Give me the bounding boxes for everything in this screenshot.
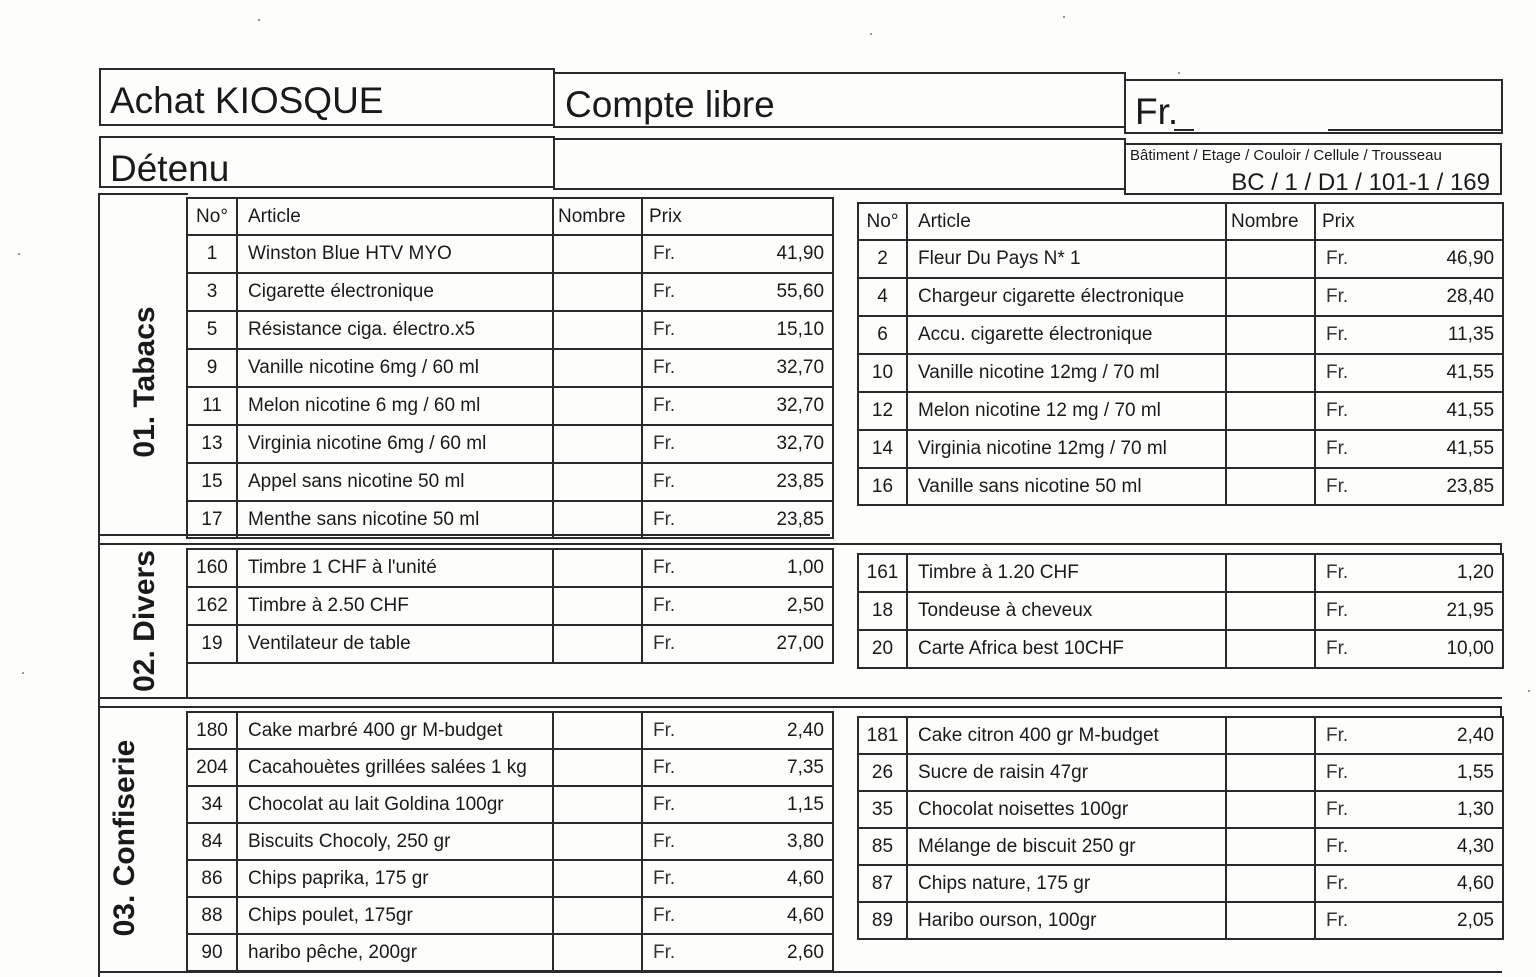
table-header-row [187,198,833,235]
item-price: 41,55 [1355,392,1503,430]
item-no: 20 [858,630,907,668]
item-no: 84 [187,823,237,860]
item-article: Chargeur cigarette électronique [907,278,1226,316]
amount-underline-1 [1174,129,1194,131]
quantity-field[interactable] [1226,278,1315,316]
quantity-field[interactable] [1226,430,1315,468]
quantity-field[interactable] [1226,554,1315,592]
item-article: Chocolat au lait Goldina 100gr [237,786,553,823]
quantity-field[interactable] [553,235,642,273]
quantity-field[interactable] [553,273,642,311]
currency-label: Fr. [642,501,682,538]
detainee-name-field[interactable] [553,138,1126,190]
item-article: Virginia nicotine 6mg / 60 ml [237,425,553,463]
currency-label: Fr. [1315,865,1355,902]
quantity-field[interactable] [553,587,642,625]
table-row [858,554,1503,592]
col-prix-header: Prix [1315,203,1503,240]
scan-speck [1063,16,1065,18]
scan-speck [1178,72,1180,74]
scan-speck [258,19,260,21]
table-row [858,592,1503,630]
item-price: 1,55 [1355,754,1503,791]
item-article: Menthe sans nicotine 50 ml [237,501,553,538]
amount-label: Fr. [1135,91,1179,132]
item-article: Winston Blue HTV MYO [237,235,553,273]
item-price: 46,90 [1355,240,1503,278]
item-price: 2,50 [682,587,833,625]
currency-label: Fr. [1315,630,1355,668]
currency-label: Fr. [642,749,682,786]
item-price: 4,60 [682,897,833,934]
item-article: Virginia nicotine 12mg / 70 ml [907,430,1226,468]
item-no: 14 [858,430,907,468]
left-border [98,193,100,977]
item-article: Sucre de raisin 47gr [907,754,1226,791]
item-price: 1,15 [682,786,833,823]
currency-label: Fr. [642,897,682,934]
item-price: 7,35 [682,749,833,786]
table-header-row [858,203,1503,240]
item-article: Mélange de biscuit 250 gr [907,828,1226,865]
table-row [187,823,833,860]
item-price: 10,00 [1355,630,1503,668]
currency-label: Fr. [1315,554,1355,592]
item-price: 41,55 [1355,354,1503,392]
currency-label: Fr. [642,425,682,463]
item-price: 2,05 [1355,902,1503,939]
currency-label: Fr. [642,235,682,273]
item-no: 204 [187,749,237,786]
item-price: 32,70 [682,349,833,387]
item-price: 2,40 [682,712,833,749]
scan-speck [870,33,872,35]
currency-label: Fr. [642,463,682,501]
item-no: 10 [858,354,907,392]
quantity-field[interactable] [553,387,642,425]
item-price: 4,30 [1355,828,1503,865]
col-nombre-header: Nombre [553,198,642,235]
scan-speck [18,253,20,255]
col-no-header: No° [187,198,237,235]
quantity-field[interactable] [1226,592,1315,630]
table-row [187,786,833,823]
item-article: Résistance ciga. électro.x5 [237,311,553,349]
item-price: 11,35 [1355,316,1503,354]
currency-label: Fr. [642,786,682,823]
item-no: 162 [187,587,237,625]
item-price: 23,85 [682,463,833,501]
table-row [187,235,833,273]
item-article: Chips nature, 175 gr [907,865,1226,902]
item-no: 87 [858,865,907,902]
table-row [858,468,1503,505]
account-type: Compte libre [565,84,775,125]
item-no: 13 [187,425,237,463]
item-no: 86 [187,860,237,897]
item-article: Melon nicotine 12 mg / 70 ml [907,392,1226,430]
col-no-header: No° [858,203,907,240]
currency-label: Fr. [642,860,682,897]
item-no: 16 [858,468,907,505]
quantity-field[interactable] [553,897,642,934]
item-no: 181 [858,717,907,754]
header-amount-cell[interactable] [1124,79,1503,134]
item-price: 3,80 [682,823,833,860]
item-article: Chips poulet, 175gr [237,897,553,934]
currency-label: Fr. [642,349,682,387]
currency-label: Fr. [1315,791,1355,828]
item-article: Cake citron 400 gr M-budget [907,717,1226,754]
section-label-tabacs: 01. Tabacs [128,306,161,458]
table-row [187,425,833,463]
item-no: 6 [858,316,907,354]
table-row [858,278,1503,316]
confiserie-left-table [186,711,834,972]
quantity-field[interactable] [553,786,642,823]
currency-label: Fr. [642,823,682,860]
item-price: 23,85 [682,501,833,538]
item-no: 11 [187,387,237,425]
table-row [187,860,833,897]
table-row [858,902,1503,939]
table-row [187,549,833,587]
item-no: 17 [187,501,237,538]
item-article: Cacahouètes grillées salées 1 kg [237,749,553,786]
section-label-divers: 02. Divers [128,550,161,692]
item-price: 55,60 [682,273,833,311]
item-no: 2 [858,240,907,278]
table-row [858,717,1503,754]
quantity-field[interactable] [553,625,642,663]
quantity-field[interactable] [553,463,642,501]
quantity-field[interactable] [553,425,642,463]
item-no: 89 [858,902,907,939]
item-no: 12 [858,392,907,430]
currency-label: Fr. [1315,902,1355,939]
item-no: 18 [858,592,907,630]
item-article: Chocolat noisettes 100gr [907,791,1226,828]
table-row [187,934,833,971]
sec3-top-line [98,706,1502,708]
quantity-field[interactable] [1226,316,1315,354]
tabacs-left-table [186,197,834,539]
currency-label: Fr. [1315,316,1355,354]
quantity-field[interactable] [1226,865,1315,902]
quantity-field[interactable] [1226,902,1315,939]
table-row [187,749,833,786]
detainee-label-cell [99,136,555,188]
item-article: Vanille nicotine 12mg / 70 ml [907,354,1226,392]
quantity-field[interactable] [1226,630,1315,668]
currency-label: Fr. [1315,392,1355,430]
col-article-header: Article [907,203,1226,240]
table-row [187,897,833,934]
item-price: 1,30 [1355,791,1503,828]
table-row [858,791,1503,828]
tabacs-right-table [857,202,1504,506]
sec2-top-line [98,543,1502,545]
currency-label: Fr. [642,273,682,311]
table-row [858,865,1503,902]
item-article: Appel sans nicotine 50 ml [237,463,553,501]
location-label: Bâtiment / Etage / Couloir / Cellule / Trousseau [1130,147,1442,164]
header-title-cell [99,68,555,126]
quantity-field[interactable] [1226,468,1315,505]
sec1-top-line [98,193,188,195]
item-no: 5 [187,311,237,349]
header-account-cell [553,72,1126,128]
amount-underline-2 [1328,129,1503,131]
location-value: BC / 1 / D1 / 101-1 / 169 [1231,169,1490,196]
currency-label: Fr. [642,625,682,663]
quantity-field[interactable] [1226,392,1315,430]
table-row [858,316,1503,354]
currency-label: Fr. [1315,278,1355,316]
quantity-field[interactable] [553,549,642,587]
currency-label: Fr. [1315,430,1355,468]
divers-right-table [857,553,1504,669]
item-no: 161 [858,554,907,592]
item-price: 21,95 [1355,592,1503,630]
table-row [858,630,1503,668]
scan-speck [1528,690,1530,692]
item-price: 32,70 [682,387,833,425]
item-article: Timbre 1 CHF à l'unité [237,549,553,587]
quantity-field[interactable] [1226,717,1315,754]
currency-label: Fr. [642,587,682,625]
item-price: 28,40 [1355,278,1503,316]
item-no: 34 [187,786,237,823]
quantity-field[interactable] [553,349,642,387]
item-article: Ventilateur de table [237,625,553,663]
location-cell [1124,143,1502,195]
currency-label: Fr. [642,934,682,971]
item-price: 1,20 [1355,554,1503,592]
quantity-field[interactable] [553,860,642,897]
quantity-field[interactable] [1226,828,1315,865]
item-price: 4,60 [682,860,833,897]
item-price: 41,90 [682,235,833,273]
item-price: 15,10 [682,311,833,349]
quantity-field[interactable] [553,749,642,786]
item-price: 23,85 [1355,468,1503,505]
quantity-field[interactable] [553,311,642,349]
item-article: Melon nicotine 6 mg / 60 ml [237,387,553,425]
currency-label: Fr. [642,311,682,349]
item-no: 85 [858,828,907,865]
item-article: Biscuits Chocoly, 250 gr [237,823,553,860]
col-article-header: Article [237,198,553,235]
sec2-label-divider [186,662,188,697]
item-no: 160 [187,549,237,587]
item-no: 88 [187,897,237,934]
item-article: Chips paprika, 175 gr [237,860,553,897]
confiserie-right-table [857,716,1504,940]
item-article: Tondeuse à cheveux [907,592,1226,630]
item-no: 9 [187,349,237,387]
table-row [187,501,833,538]
table-row [187,311,833,349]
table-row [187,273,833,311]
sec2-bottom-line [98,697,1502,699]
table-row [858,354,1503,392]
item-article: haribo pêche, 200gr [237,934,553,971]
divers-left-table [186,548,834,664]
item-article: Fleur Du Pays N* 1 [907,240,1226,278]
quantity-field[interactable] [1226,791,1315,828]
table-row [858,754,1503,791]
item-no: 15 [187,463,237,501]
item-article: Cake marbré 400 gr M-budget [237,712,553,749]
item-price: 27,00 [682,625,833,663]
item-price: 1,00 [682,549,833,587]
item-no: 1 [187,235,237,273]
item-no: 19 [187,625,237,663]
item-article: Vanille sans nicotine 50 ml [907,468,1226,505]
currency-label: Fr. [1315,592,1355,630]
scan-speck [22,672,24,674]
currency-label: Fr. [1315,754,1355,791]
item-no: 180 [187,712,237,749]
currency-label: Fr. [1315,468,1355,505]
page-title: Achat KIOSQUE [110,80,384,121]
item-no: 35 [858,791,907,828]
table-row [858,240,1503,278]
item-no: 26 [858,754,907,791]
item-article: Cigarette électronique [237,273,553,311]
item-price: 2,60 [682,934,833,971]
currency-label: Fr. [1315,828,1355,865]
quantity-field[interactable] [1226,240,1315,278]
col-prix-header: Prix [642,198,833,235]
detainee-label: Détenu [110,148,230,189]
item-price: 32,70 [682,425,833,463]
table-row [858,828,1503,865]
table-row [858,392,1503,430]
quantity-field[interactable] [553,934,642,971]
currency-label: Fr. [642,387,682,425]
section-label-confiserie: 03. Confiserie [108,739,141,937]
item-no: 4 [858,278,907,316]
currency-label: Fr. [1315,717,1355,754]
sec2-right-line [1500,543,1502,553]
item-no: 90 [187,934,237,971]
table-row [187,387,833,425]
col-nombre-header: Nombre [1226,203,1315,240]
quantity-field[interactable] [553,823,642,860]
quantity-field[interactable] [553,712,642,749]
item-article: Timbre à 1.20 CHF [907,554,1226,592]
table-row [187,625,833,663]
item-article: Carte Africa best 10CHF [907,630,1226,668]
currency-label: Fr. [1315,240,1355,278]
item-price: 4,60 [1355,865,1503,902]
currency-label: Fr. [1315,354,1355,392]
table-row [187,587,833,625]
quantity-field[interactable] [1226,754,1315,791]
item-article: Haribo ourson, 100gr [907,902,1226,939]
item-no: 3 [187,273,237,311]
item-article: Accu. cigarette électronique [907,316,1226,354]
currency-label: Fr. [642,549,682,587]
quantity-field[interactable] [553,501,642,538]
table-row [187,349,833,387]
item-price: 41,55 [1355,430,1503,468]
item-article: Timbre à 2.50 CHF [237,587,553,625]
table-row [187,463,833,501]
quantity-field[interactable] [1226,354,1315,392]
currency-label: Fr. [642,712,682,749]
table-row [858,430,1503,468]
table-row [187,712,833,749]
item-price: 2,40 [1355,717,1503,754]
item-article: Vanille nicotine 6mg / 60 ml [237,349,553,387]
